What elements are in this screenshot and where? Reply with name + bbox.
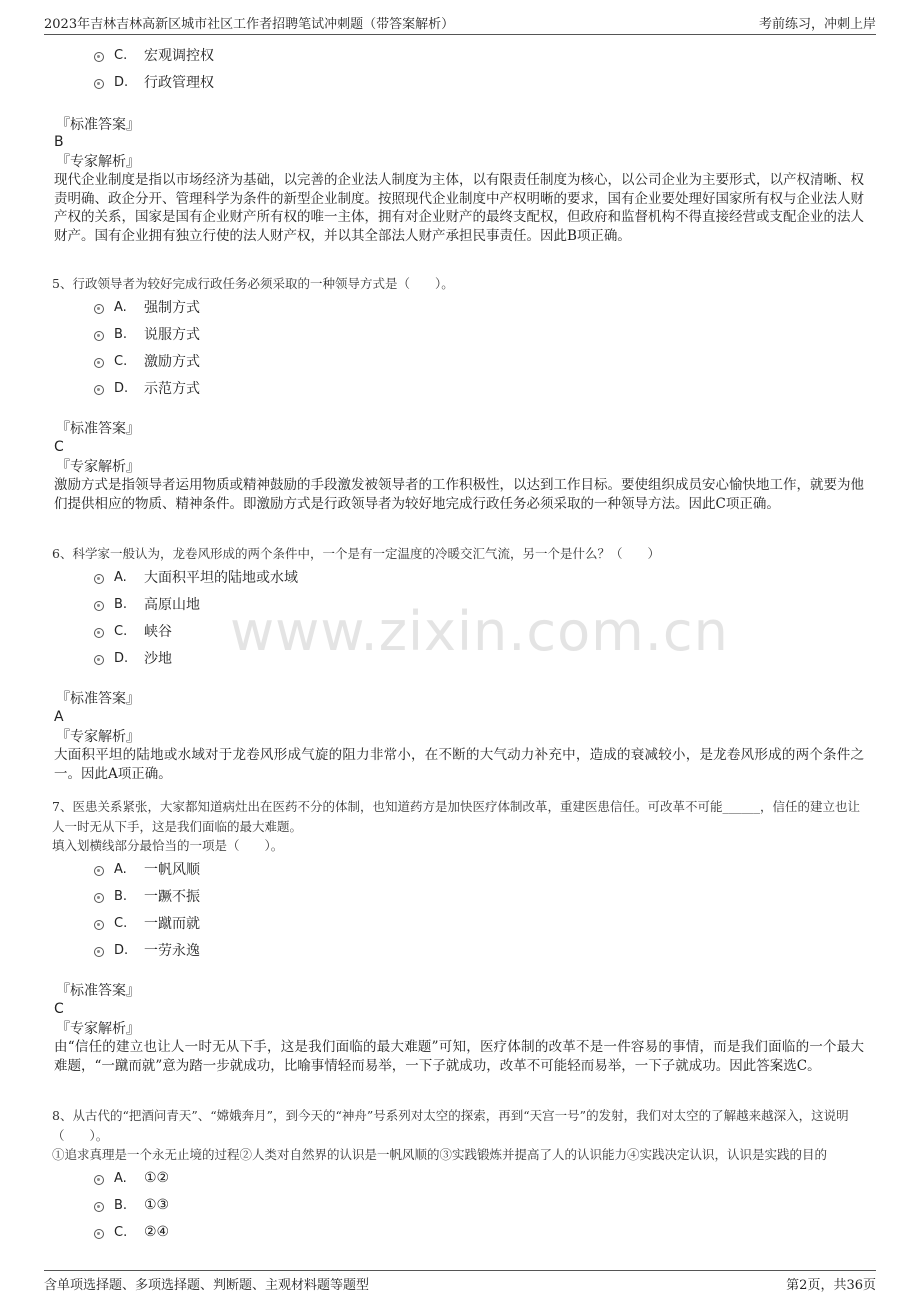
option-letter: C. bbox=[114, 1224, 128, 1240]
option-letter: B. bbox=[114, 1197, 128, 1213]
analysis-label: 『专家解析』 bbox=[56, 154, 140, 170]
option-text: ①③ bbox=[144, 1197, 170, 1213]
radio-icon[interactable] bbox=[94, 1175, 104, 1185]
option-text: 说服方式 bbox=[144, 327, 200, 343]
option-letter: C. bbox=[114, 915, 128, 931]
analysis-text: 现代企业制度是指以市场经济为基础，以完善的企业法人制度为主体，以有限责任制度为核心，以公司企业为主要形式，以产权清晰、权责明确、政企分开、管理科学为条件的新型企业制度。按照现代企业制度中产权明晰的要求，国有企业要处理好国家所有权与企业法人财产权的关系，国家是国有企业财产所有权的唯一主体，拥有对企业财产的最终支配权，但政府和监督机构不得直接经营或支配企业的法人财产。国有企业拥有独立行使的法人财产权，并以其全部法人财产承担民事责任。因此B项正确。 bbox=[54, 172, 864, 244]
question-substem: ①追求真理是一个永无止境的过程②人类对自然界的认识是一帆风顺的③实践锻炼并提高了人的认识能力④实践决定认识，认识是实践的目的 bbox=[52, 1147, 828, 1162]
option-q8-a[interactable] bbox=[94, 1167, 169, 1189]
radio-icon[interactable] bbox=[94, 304, 104, 314]
radio-icon[interactable] bbox=[94, 385, 104, 395]
option-letter: A. bbox=[114, 861, 127, 877]
option-text: 示范方式 bbox=[144, 381, 200, 397]
analysis-label: 『专家解析』 bbox=[56, 459, 140, 475]
option-q5-d[interactable] bbox=[94, 377, 200, 399]
analysis-label: 『专家解析』 bbox=[56, 729, 140, 745]
header-title: 2023年吉林吉林高新区城市社区工作者招聘笔试冲刺题（带答案解析） bbox=[44, 17, 455, 32]
option-text: ①② bbox=[144, 1170, 170, 1186]
option-text: 宏观调控权 bbox=[144, 48, 214, 64]
option-text: 高原山地 bbox=[144, 597, 200, 613]
option-q4-d[interactable] bbox=[94, 71, 214, 93]
radio-icon[interactable] bbox=[94, 628, 104, 638]
radio-icon[interactable] bbox=[94, 1202, 104, 1212]
option-q8-c[interactable] bbox=[94, 1221, 169, 1243]
option-q5-a[interactable] bbox=[94, 296, 200, 318]
radio-icon[interactable] bbox=[94, 358, 104, 368]
radio-icon[interactable] bbox=[94, 947, 104, 957]
header-slogan: 考前练习，冲刺上岸 bbox=[758, 17, 876, 32]
footer-question-types: 含单项选择题、多项选择题、判断题、主观材料题等题型 bbox=[44, 1278, 370, 1293]
radio-icon[interactable] bbox=[94, 866, 104, 876]
answer-value: C bbox=[54, 1001, 64, 1017]
radio-icon[interactable] bbox=[94, 1229, 104, 1239]
option-q8-b[interactable] bbox=[94, 1194, 169, 1216]
option-q6-d[interactable] bbox=[94, 647, 172, 669]
radio-icon[interactable] bbox=[94, 52, 104, 62]
answer-label: 『标准答案』 bbox=[56, 421, 140, 437]
option-letter: D. bbox=[114, 650, 129, 666]
question-substem: 填入划横线部分最恰当的一项是（ ）。 bbox=[52, 838, 284, 853]
page-number: 第2页，共36页 bbox=[786, 1278, 876, 1293]
radio-icon[interactable] bbox=[94, 655, 104, 665]
option-q5-c[interactable] bbox=[94, 350, 200, 372]
option-letter: C. bbox=[114, 47, 128, 63]
option-q6-b[interactable] bbox=[94, 593, 200, 615]
option-text: 一蹴而就 bbox=[144, 916, 200, 932]
option-letter: D. bbox=[114, 942, 129, 958]
answer-label: 『标准答案』 bbox=[56, 983, 140, 999]
option-q4-c[interactable] bbox=[94, 44, 214, 66]
option-q7-a[interactable] bbox=[94, 858, 200, 880]
page-header bbox=[44, 10, 876, 35]
radio-icon[interactable] bbox=[94, 920, 104, 930]
option-text: 峡谷 bbox=[144, 624, 172, 640]
analysis-text: 激励方式是指领导者运用物质或精神鼓励的手段激发被领导者的工作积极性，以达到工作目标。要使组织成员安心愉快地工作，就要为他们提供相应的物质、精神条件。即激励方式是行政领导者为较好地完成行政任务必须采取的一种领导方法。因此C项正确。 bbox=[54, 477, 864, 512]
watermark: www.zixin.com.cn bbox=[230, 600, 729, 663]
answer-label: 『标准答案』 bbox=[56, 117, 140, 133]
option-letter: A. bbox=[114, 1170, 127, 1186]
radio-icon[interactable] bbox=[94, 601, 104, 611]
option-text: ②④ bbox=[144, 1224, 170, 1240]
answer-value: B bbox=[54, 134, 64, 150]
option-q6-c[interactable] bbox=[94, 620, 172, 642]
option-text: 一劳永逸 bbox=[144, 943, 200, 959]
option-text: 沙地 bbox=[144, 651, 172, 667]
option-text: 激励方式 bbox=[144, 354, 200, 370]
option-q6-a[interactable] bbox=[94, 566, 298, 588]
option-letter: B. bbox=[114, 888, 128, 904]
option-letter: A. bbox=[114, 569, 127, 585]
option-text: 强制方式 bbox=[144, 300, 200, 316]
analysis-text: 大面积平坦的陆地或水域对于龙卷风形成气旋的阻力非常小，在不断的大气动力补充中，造成的衰减较小，是龙卷风形成的两个条件之一。因此A项正确。 bbox=[54, 747, 864, 782]
option-letter: C. bbox=[114, 623, 128, 639]
option-text: 行政管理权 bbox=[144, 75, 214, 91]
analysis-label: 『专家解析』 bbox=[56, 1021, 140, 1037]
radio-icon[interactable] bbox=[94, 79, 104, 89]
question-stem: 8、从古代的“把酒问青天”、“嫦娥奔月”，到今天的“神舟”号系列对太空的探索，再到“天宫一号”的发射，我们对太空的了解越来越深入，这说明（ ）。 bbox=[52, 1108, 849, 1143]
option-letter: B. bbox=[114, 596, 128, 612]
answer-label: 『标准答案』 bbox=[56, 691, 140, 707]
radio-icon[interactable] bbox=[94, 331, 104, 341]
question-stem: 5、行政领导者为较好完成行政任务必须采取的一种领导方式是（ ）。 bbox=[52, 276, 454, 291]
option-letter: D. bbox=[114, 74, 129, 90]
radio-icon[interactable] bbox=[94, 893, 104, 903]
page-footer bbox=[44, 1270, 876, 1293]
option-text: 大面积平坦的陆地或水域 bbox=[144, 570, 298, 586]
option-q7-c[interactable] bbox=[94, 912, 200, 934]
answer-value: C bbox=[54, 439, 64, 455]
option-q7-b[interactable] bbox=[94, 885, 200, 907]
option-text: 一蹶不振 bbox=[144, 889, 200, 905]
option-q5-b[interactable] bbox=[94, 323, 200, 345]
option-letter: C. bbox=[114, 353, 128, 369]
analysis-text: 由“信任的建立也让人一时无从下手，这是我们面临的最大难题”可知，医疗体制的改革不是一件容易的事情，而是我们面临的一个最大难题，“一蹴而就”意为踏一步就成功，比喻事情轻而易举，一下子就成功，改革不可能轻而易举，一下子就成功。因此答案选C。 bbox=[54, 1039, 864, 1074]
question-stem: 7、医患关系紧张，大家都知道病灶出在医药不分的体制，也知道药方是加快医疗体制改革，重建医患信任。可改革不可能______，信任的建立也让人一时无从下手，这是我们面临的最大难题。 bbox=[52, 799, 860, 834]
radio-icon[interactable] bbox=[94, 574, 104, 584]
option-letter: A. bbox=[114, 299, 127, 315]
option-text: 一帆风顺 bbox=[144, 862, 200, 878]
option-letter: B. bbox=[114, 326, 128, 342]
answer-value: A bbox=[54, 709, 64, 725]
option-letter: D. bbox=[114, 380, 129, 396]
option-q7-d[interactable] bbox=[94, 939, 200, 961]
question-stem: 6、科学家一般认为，龙卷风形成的两个条件中，一个是有一定温度的冷暖交汇气流，另一个是什么？（ ） bbox=[52, 546, 660, 561]
